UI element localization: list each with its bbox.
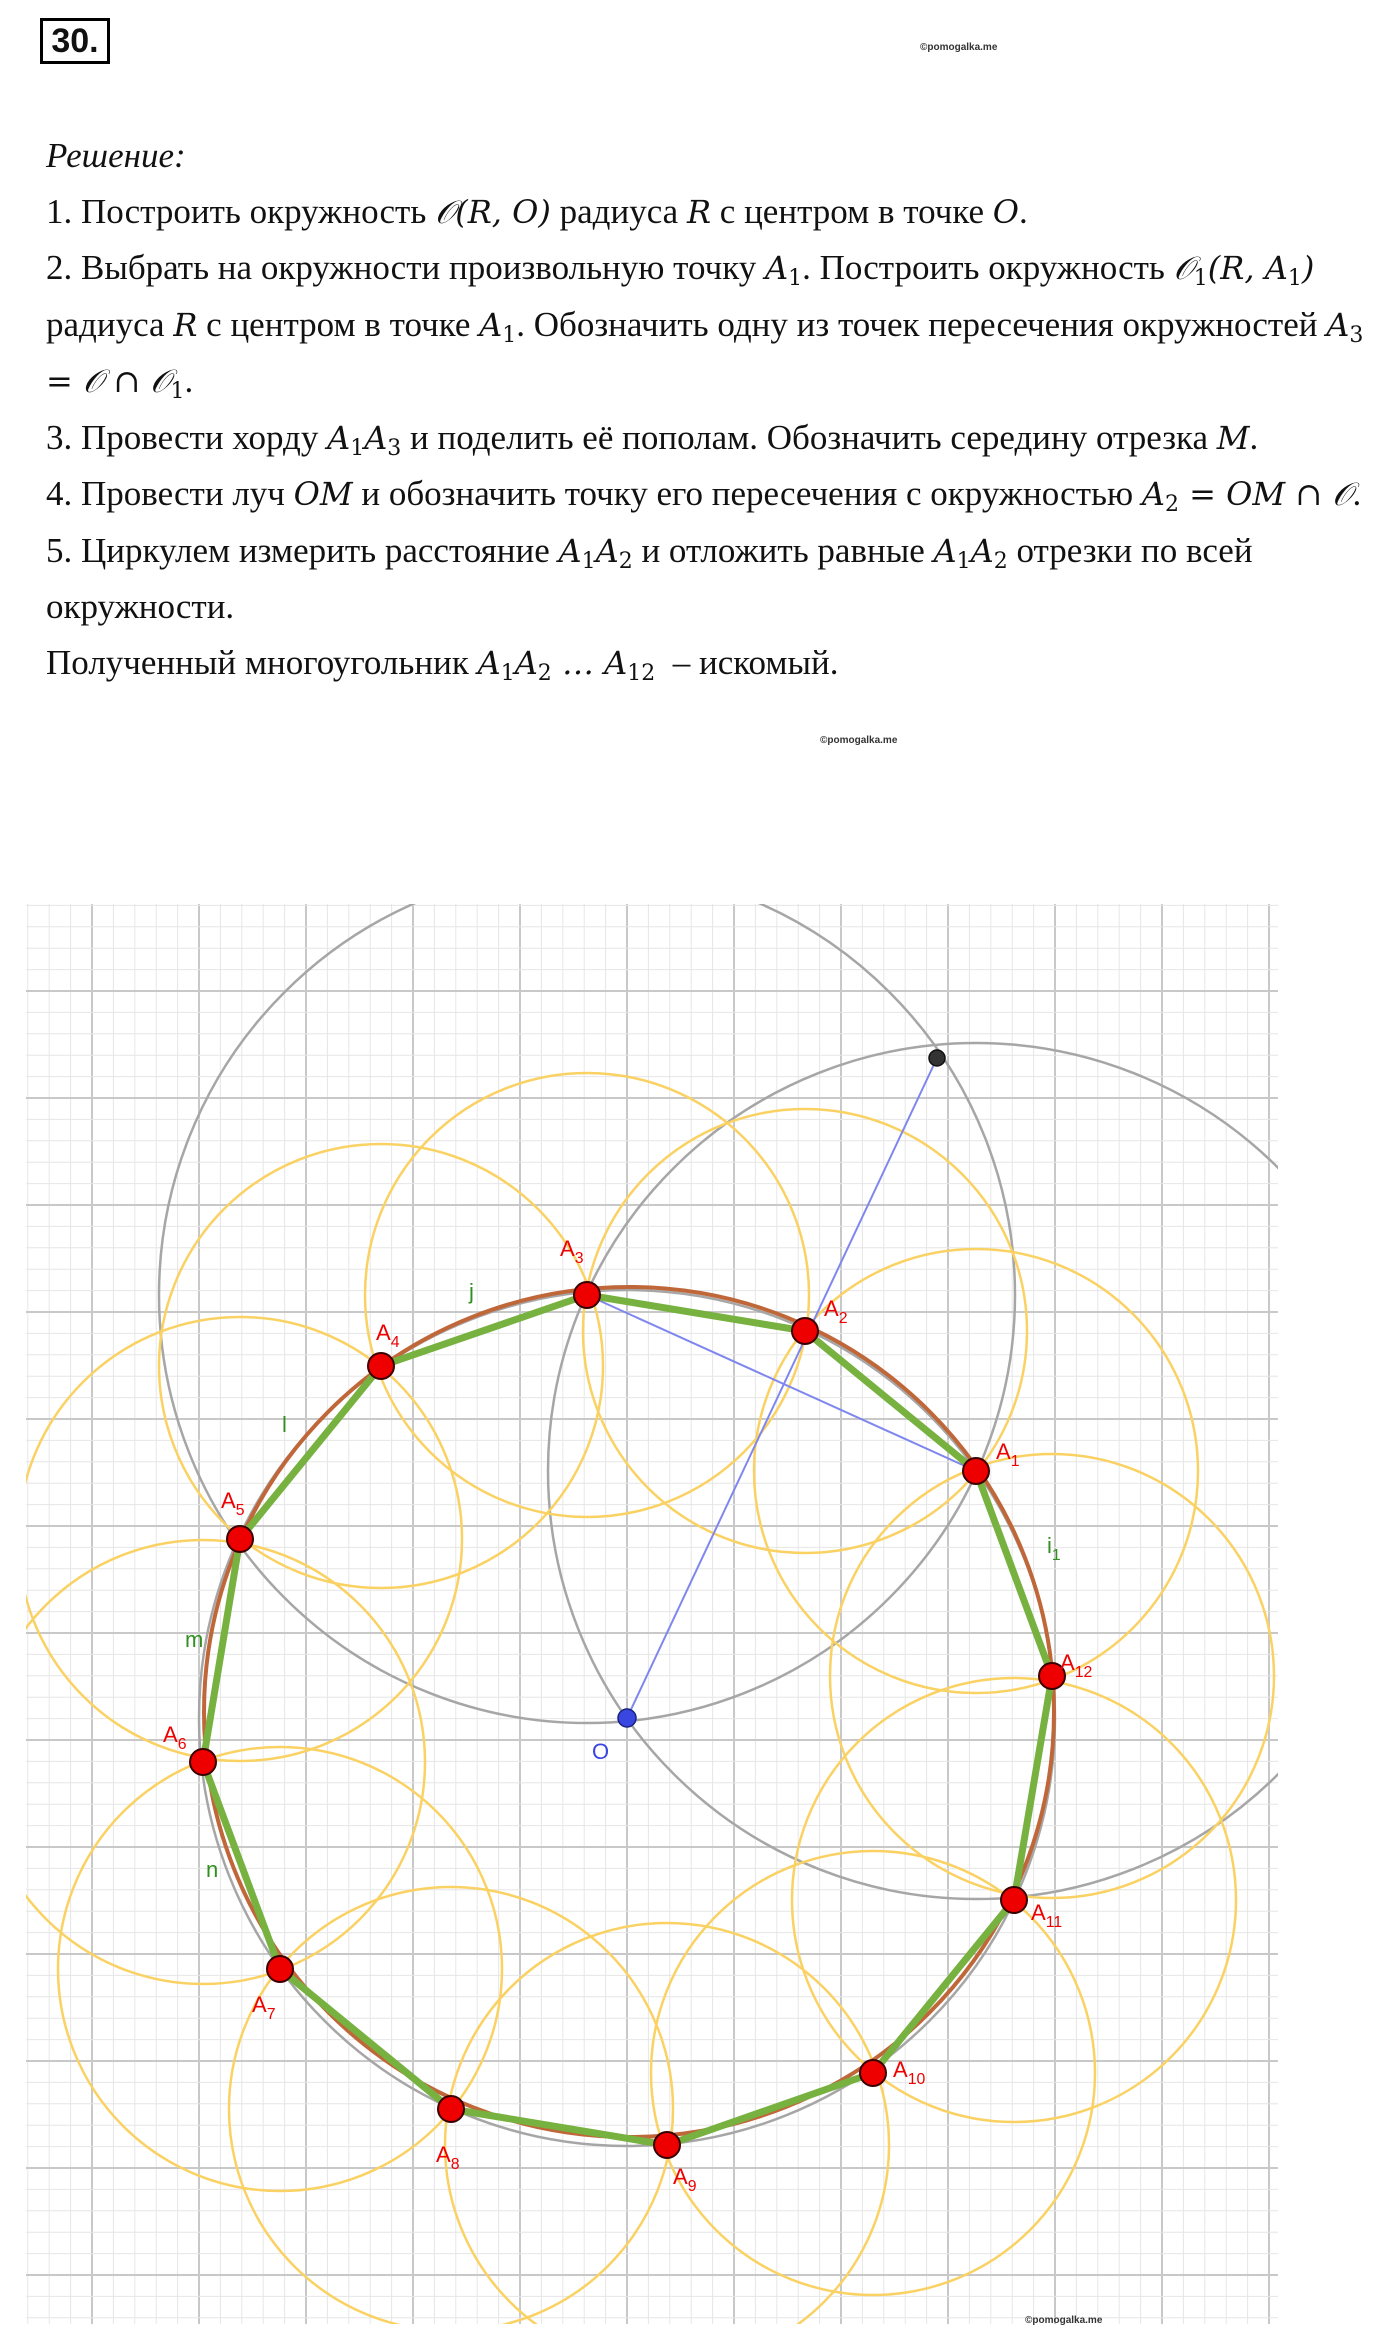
- vertex-a11: [1001, 1887, 1027, 1913]
- vertex-label-a10: $A_{10}$: [893, 2057, 926, 2089]
- solution-step: 5. Циркулем измерить расстояние $A_1A_2$ и отложить равные $A_1A_2$ отрезки по всей окружности.: [46, 530, 1253, 626]
- vertex-label-a3: $A_3$: [560, 1236, 584, 1268]
- solution-text: [46, 128, 1376, 691]
- polygon-side: [873, 1900, 1014, 2073]
- vertex-label-a12: $A_{12}$: [1060, 1650, 1093, 1682]
- solution-step: 4. Провести луч OM и обозначить точку его пересечения с окружностью $A_2$ = OM ∩ 𝒪.: [46, 474, 1362, 517]
- polygon-side: [667, 2073, 873, 2145]
- vertex-label-a11: $A_{11}$: [1031, 1900, 1063, 1932]
- segment-label-l: l: [282, 1412, 287, 1437]
- segment-label-m: m: [185, 1627, 204, 1652]
- center-label: O: [592, 1739, 610, 1764]
- segment-label-j: j: [469, 1279, 474, 1304]
- solution-step: 3. Провести хорду $A_1A_3$ и поделить её пополам. Обозначить середину отрезка M.: [46, 417, 1259, 461]
- construction-diagram: [0, 880, 1400, 2344]
- watermark-middle: ©pomogalka.me: [820, 735, 898, 746]
- polygon-side: [976, 1471, 1052, 1676]
- vertex-a2: [792, 1318, 818, 1344]
- vertex-a9: [654, 2132, 680, 2158]
- watermark-bottom: ©pomogalka.me: [1025, 2315, 1103, 2326]
- vertex-label-a5: $A_5$: [221, 1488, 245, 1520]
- vertex-a1: [963, 1458, 989, 1484]
- vertex-a10: [860, 2060, 886, 2086]
- solution-heading: Решение:: [46, 136, 186, 175]
- vertex-label-a2: $A_2$: [824, 1296, 848, 1328]
- problem-number: 30.: [40, 18, 110, 64]
- vertex-a3: [574, 1282, 600, 1308]
- vertex-a6: [190, 1749, 216, 1775]
- center-point: [618, 1709, 636, 1727]
- vertex-label-a8: $A_8$: [436, 2142, 460, 2174]
- chord-a1a3: [587, 1295, 976, 1471]
- vertex-label-a1: $A_1$: [996, 1439, 1020, 1471]
- construction-figure: [0, 880, 1400, 2344]
- ray-om: [627, 1058, 937, 1718]
- vertex-label-a6: $A_6$: [163, 1722, 187, 1754]
- vertex-label-a9: $A_9$: [673, 2164, 697, 2196]
- polygon-side: [805, 1331, 976, 1471]
- vertex-a7: [267, 1956, 293, 1982]
- vertex-a8: [438, 2096, 464, 2122]
- vertex-label-a7: $A_7$: [252, 1992, 276, 2024]
- segment-label-n: n: [206, 1857, 219, 1882]
- vertex-label-a4: $A_4$: [376, 1320, 400, 1352]
- watermark-top: ©pomogalka.me: [920, 42, 998, 53]
- intersection-point: [929, 1050, 945, 1066]
- solution-step: Полученный многоугольник $A_1A_2$ … $A_{12}$ – искомый.: [46, 642, 839, 686]
- vertex-a4: [368, 1353, 394, 1379]
- polygon-side: [381, 1295, 587, 1366]
- solution-steps: [46, 184, 1376, 692]
- solution-step: 2. Выбрать на окружности произвольную точку $A_1$. Построить окружность 𝒪$_1$(R, $A_1$) радиуса R с центром в точке $A_1$. Обозначить одну из точек пересечения окружностей $A_3$ = 𝒪 ∩ 𝒪$_1$.: [46, 248, 1364, 404]
- polygon-side: [240, 1366, 381, 1539]
- vertex-a5: [227, 1526, 253, 1552]
- solution-step: 1. Построить окружность 𝒪(R, O) радиуса R с центром в точке O.: [46, 191, 1028, 231]
- segment-label-i1: $i_1$: [1047, 1533, 1061, 1565]
